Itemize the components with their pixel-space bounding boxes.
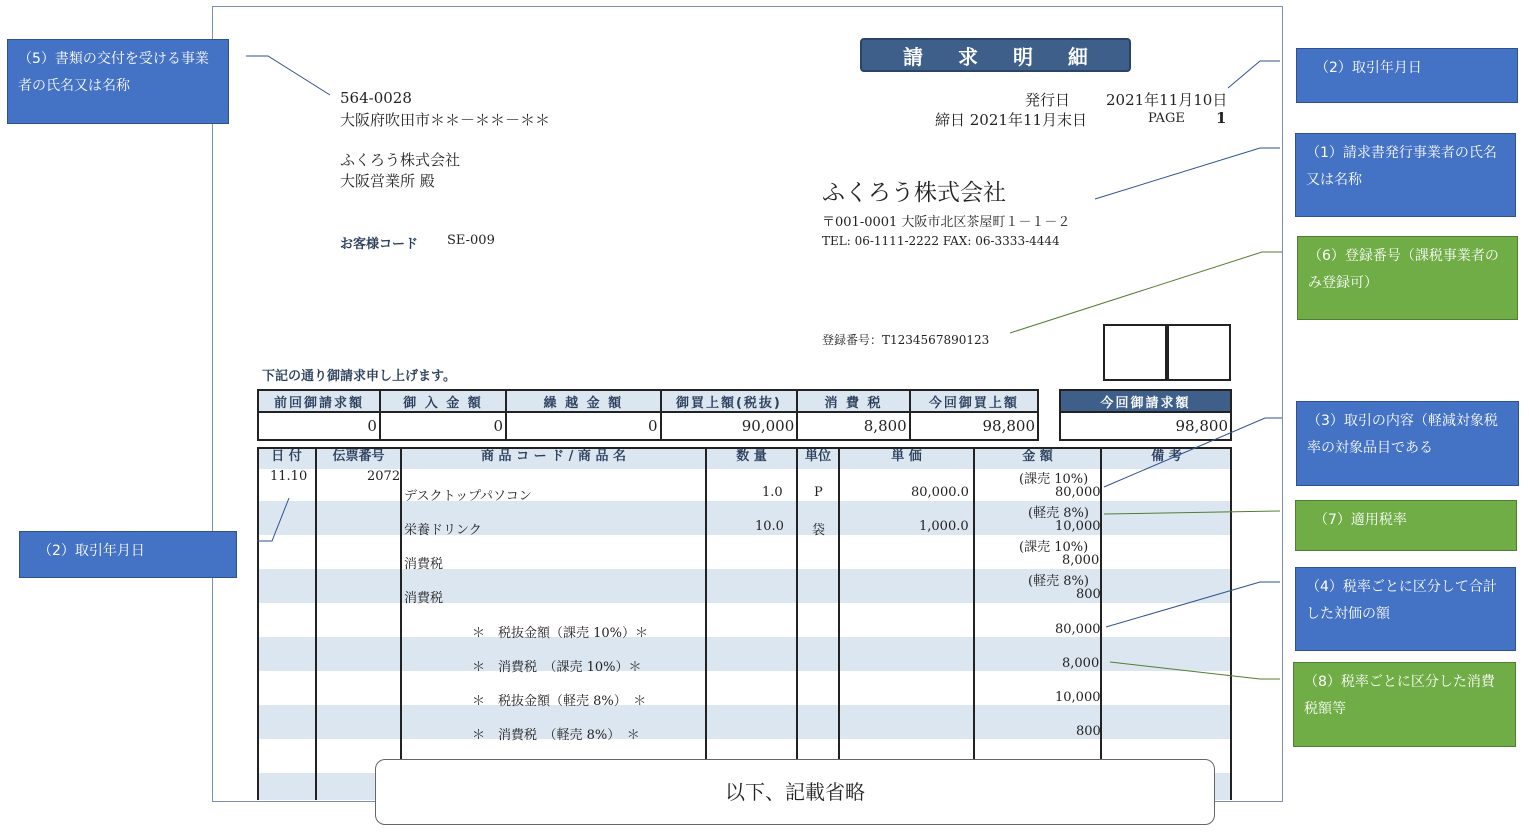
detail-header: 数 量 — [706, 449, 797, 469]
recipient-postal: 564-0028 — [340, 89, 412, 107]
summary-value: 0 — [506, 412, 661, 440]
callout-amount-by-rate: （4）税率ごとに区分して合計した対価の額 — [1295, 567, 1516, 651]
detail-header: 商 品 コ ー ド / 商 品 名 — [401, 449, 706, 469]
detail-header: 単位 — [797, 449, 839, 469]
detail-price: 1,000.0 — [919, 519, 969, 534]
summary-value: 0 — [380, 412, 506, 440]
detail-tax-tag: (課売 10%) — [1019, 540, 1089, 555]
detail-item: デスクトップパソコン — [404, 489, 532, 504]
issuer-address: 〒001-0001 大阪市北区茶屋町１－１－２ — [822, 215, 1071, 230]
issuer-contact: TEL: 06-1111-2222 FAX: 06-3333-4444 — [822, 234, 1060, 248]
summary-value: 98,800 — [910, 412, 1038, 440]
customer-code-label: お客様コード — [340, 237, 419, 252]
total-billing-header: 今回御請求額 — [1060, 390, 1231, 412]
detail-header: 金 額 — [974, 449, 1101, 469]
subtotal-amount: 10,000 — [1055, 690, 1101, 705]
detail-unit: 袋 — [812, 523, 826, 538]
detail-header: 備 考 — [1101, 449, 1232, 469]
detail-amount: 800 — [1076, 587, 1101, 602]
subtotal-label: ＊ 税抜金額（課売 10%）＊ — [472, 626, 649, 641]
detail-date: 11.10 — [270, 469, 308, 484]
subtotal-amount: 8,000 — [1062, 656, 1100, 671]
detail-header: 伝票番号 — [316, 449, 401, 469]
issue-date-label: 発行日 — [1025, 91, 1071, 109]
summary-header: 繰 越 金 額 — [506, 390, 661, 412]
subtotal-amount: 800 — [1076, 724, 1101, 739]
detail-price: 80,000.0 — [911, 485, 969, 500]
summary-value: 0 — [258, 412, 380, 440]
recipient-company: ふくろう株式会社 — [340, 151, 461, 169]
total-billing-value: 98,800 — [1060, 412, 1231, 440]
detail-unit: P — [814, 485, 823, 500]
customer-code: SE-009 — [447, 233, 495, 248]
registration-number: 登録番号：T1234567890123 — [822, 333, 990, 347]
detail-amount: 10,000 — [1055, 519, 1101, 534]
summary-header: 消 費 税 — [797, 390, 909, 412]
summary-header: 御買上額(税抜) — [661, 390, 798, 412]
summary-value: 90,000 — [661, 412, 798, 440]
callout-tax-by-rate: （8）税率ごとに区分した消費税額等 — [1293, 662, 1516, 747]
detail-item: 消費税 — [404, 557, 444, 572]
subtotal-label: ＊ 消費税 （軽売 8%） ＊ — [472, 728, 640, 743]
detail-header: 日 付 — [257, 449, 316, 469]
callout-tax-rate: （7）適用税率 — [1295, 500, 1517, 551]
detail-amount: 80,000 — [1055, 485, 1101, 500]
callout-registration-number: （6）登録番号（課税事業者のみ登録可） — [1297, 236, 1518, 320]
detail-qty: 10.0 — [755, 519, 784, 534]
detail-amount: 8,000 — [1062, 553, 1100, 568]
intro-text: 下記の通り御請求申し上げます。 — [262, 369, 456, 384]
detail-item: 栄養ドリンク — [404, 523, 482, 538]
detail-tax-tag: (軽売 8%) — [1028, 506, 1089, 521]
detail-tax-tag: (軽売 8%) — [1028, 574, 1089, 589]
callout-transaction-date-left: （2）取引年月日 — [19, 531, 237, 578]
detail-tax-tag: (課売 10%) — [1019, 472, 1089, 487]
document-title: 請 求 明 細 書 — [860, 38, 1131, 72]
callout-issuer-name: （1）請求書発行事業者の氏名又は名称 — [1295, 133, 1516, 217]
closing-date: 締日 2021年11月末日 — [935, 111, 1088, 129]
issue-date: 2021年11月10日 — [1106, 91, 1228, 109]
callout-recipient-name: （5）書類の交付を受ける事業者の氏名又は名称 — [7, 39, 229, 124]
callout-transaction-date: （2）取引年月日 — [1296, 48, 1518, 103]
summary-header: 今回御買上額 — [910, 390, 1038, 412]
detail-qty: 1.0 — [762, 485, 783, 500]
recipient-branch: 大阪営業所 殿 — [340, 172, 435, 190]
summary-value: 8,800 — [797, 412, 909, 440]
subtotal-amount: 80,000 — [1055, 622, 1101, 637]
page-label: PAGE — [1148, 111, 1185, 126]
page-number: 1 — [1216, 109, 1227, 127]
callout-transaction-content: （3）取引の内容（軽減対象税率の対象品目である — [1296, 401, 1519, 486]
subtotal-label: ＊ 税抜金額（軽売 8%） ＊ — [472, 694, 647, 709]
recipient-address: 大阪府吹田市＊＊－＊＊－＊＊ — [340, 111, 551, 129]
detail-item: 消費税 — [404, 591, 444, 606]
detail-header: 単 価 — [839, 449, 974, 469]
summary-header: 前回御請求額 — [258, 390, 380, 412]
footer-note: 以下、記載省略 — [375, 759, 1215, 825]
summary-header: 御 入 金 額 — [380, 390, 506, 412]
issuer-name: ふくろう株式会社 — [822, 180, 1006, 206]
subtotal-label: ＊ 消費税 （課売 10%）＊ — [472, 660, 642, 675]
detail-slip: 2072 — [367, 469, 401, 484]
